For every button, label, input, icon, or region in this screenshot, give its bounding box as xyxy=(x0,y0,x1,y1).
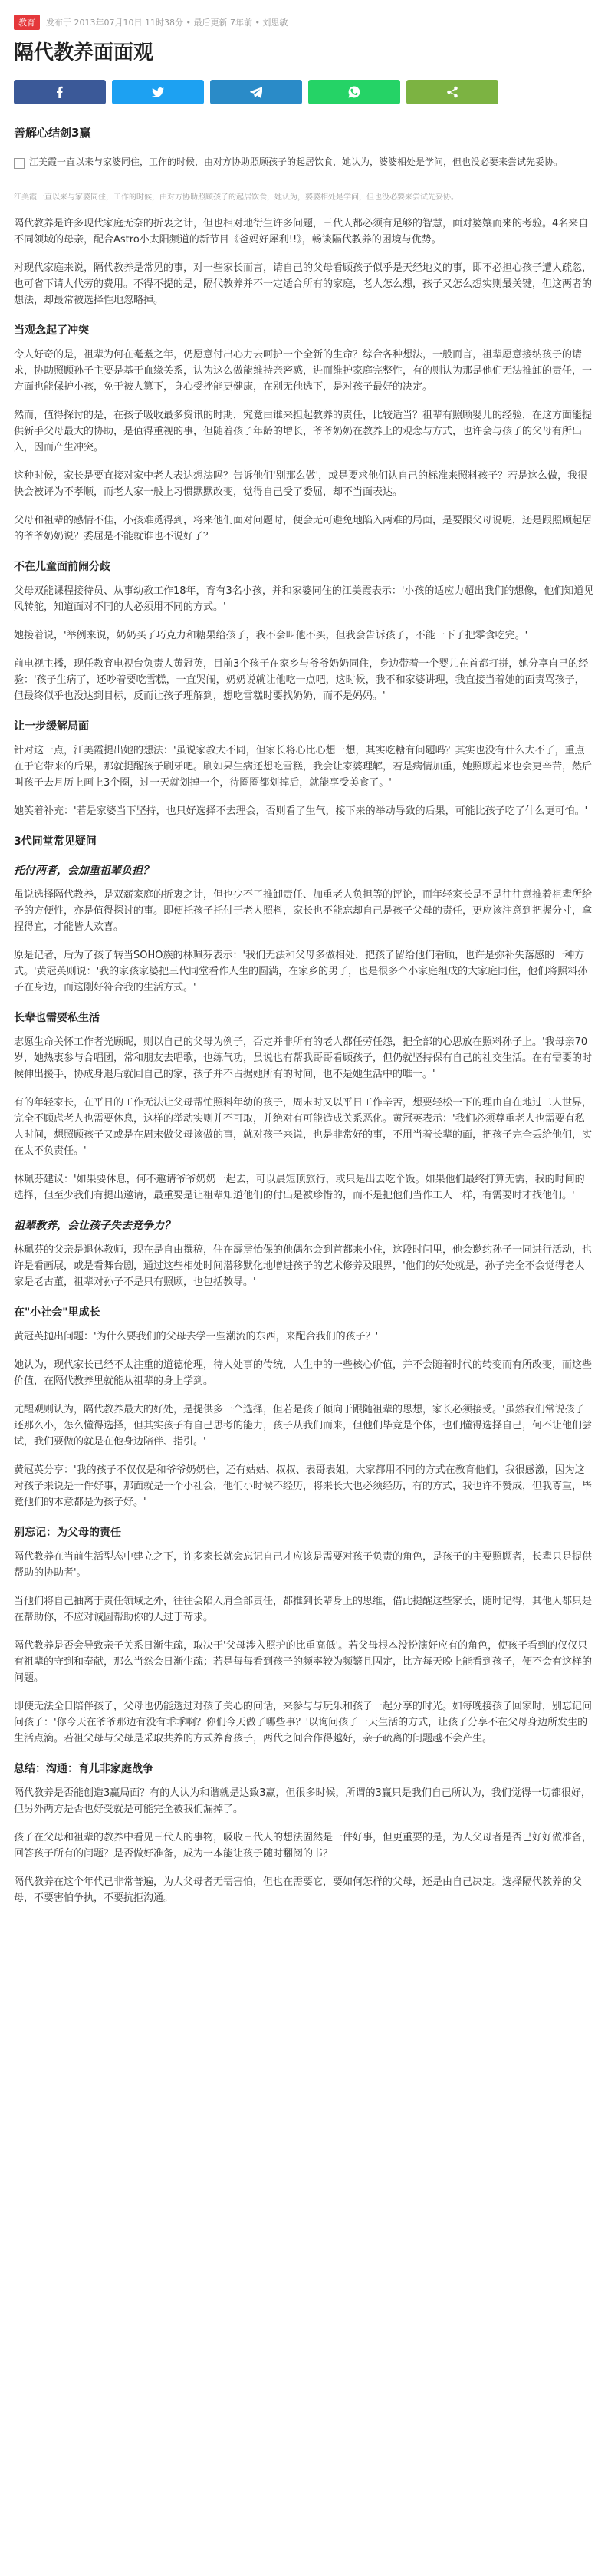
twitter-icon xyxy=(152,86,164,98)
section-heading: 别忘记：为父母的责任 xyxy=(14,1527,121,1539)
category-badge[interactable]: 教育 xyxy=(14,15,40,30)
section-heading: 3代同堂常见疑问 xyxy=(14,835,97,848)
paragraph: 尤醒观则认为，隔代教养最大的好处，是提供多一个选择，但若是孩子倾向于跟随祖辈的思想，家长必须接受。'虽然我们常说孩子还那么小，怎么懂得选择，但其实孩子有自己思考的能力，孩子从我们而来，但他们毕竟是个体，也们懂得选择自己，何不让他们尝试，我们要做的就是在他身边陪伴、指引。' xyxy=(14,1404,593,1448)
paragraph: 她接着说，'举例来说，奶奶买了巧克力和糖果给孩子，我不会叫他不买，但我会告诉孩子，不能一下子把零食吃完。' xyxy=(14,630,528,641)
section-heading: 让一步缓解局面 xyxy=(14,720,89,733)
paragraph: 黄冠英抛出问题：'为什么要我们的父母去学一些潮流的东西，来配合我们的孩子？' xyxy=(14,1331,379,1342)
paragraph: 这种时候，家长是要直接对家中老人表达想法吗？告诉他们'别那么做'，或是要求他们认自己的标准来照料孩子？若是这么做，我很快会被评为不孝顺，而老人家一般上习惯默默改变，觉得自己受了委屈，却不当面表达。 xyxy=(14,470,588,498)
page-title: 隔代教养面面观 xyxy=(14,41,154,64)
paragraph: 隔代教养是否会导致亲子关系日渐生疏，取决于'父母涉入照护的比重高低'。若父母根本没扮演好应有的角色，使孩子看到的仅仅只有祖辈的守到和奉献，那么当然会日渐生疏；若是每每看到孩子的频率较为频繁且固定，比方每天晚上能看到孩子，便不会有这样的问题。 xyxy=(14,1640,593,1684)
paragraph: 隔代教养在这个年代已非常普遍，为人父母者无需害怕，但也在需要它，要如何怎样的父母，还是由自己决定。选择隔代教养的父母，不要害怕争执，不要抗拒沟通。 xyxy=(14,1876,583,1904)
paragraph: 林珮芬的父亲是退休教师，现在是自由撰稿，住在霹雳怡保的他偶尔会到首都来小住，这段时间里，他会邀约孙子一同进行活动，也许是看画展，或是看舞台剧，通过这些相处时间潜移默化地增进孩子的艺术修养及眼界，'他们的好处就是，孙子完全不会觉得老人家是老古董，祖辈对孙子不是只有照顾，也包括教导。' xyxy=(14,1244,593,1288)
paragraph: 虽说选择隔代教养，是双薪家庭的折衷之计，但也少不了推卸责任、加重老人负担等的评论，而年轻家长是不是往往意推着祖辈所给予的方便性，亦是值得探讨的事。即便托孩子托付于老人照料，家长也不能忘却自己是孩子父母的责任，更应该注意到把握分寸，拿捏得宜，才能皆大欢喜。 xyxy=(14,889,593,933)
paragraph: 隔代教养在当前生活型态中建立之下，许多家长就会忘记自己才应该是需要对孩子负责的角色，是孩子的主要照顾者，长辈只是提供帮助的协助者'。 xyxy=(14,1551,593,1579)
paragraph: 然而，值得探讨的是，在孩子吸收最多资讯的时期，究竟由谁来担起教养的责任，比较适当？祖辈有照顾婴儿的经验，在这方面能提供新手父母最大的协助，是值得重视的事，但随着孩子年龄的增长，爷爷奶奶在教养上的观念与方式，也许会与孩子的父母有所出入，因而产生冲突。 xyxy=(14,410,593,453)
paragraph: 父母双能课程接待员、从事幼教工作18年，育有3名小孩，并和家婆同住的江美霞表示：'小孩的适应力超出我们的想像，他们知道见风转舵，知道面对不同的人必须用不同的方式。' xyxy=(14,585,594,613)
section-heading: 当观念起了冲突 xyxy=(14,324,89,337)
whatsapp-share-button[interactable] xyxy=(308,80,400,104)
paragraph: 志愿生命关怀工作者光顾昵，则以自己的父母为例子，否定并非所有的老人都任劳任怨，把全部的心思放在照料孙子上。'我母亲70岁，她热衷参与合唱团，常和朋友去唱歌，也练气功，虽说也有帮我哥哥看顾孩子，但仍就坚持保有自己的社交生活。在有需要的时候伸出援手，协成身退后就回自己的家，孩子并不占据她所有的时间，也不是她生活中的唯一。' xyxy=(14,1036,593,1080)
article-figure xyxy=(14,156,594,203)
section-heading: 托付两者，会加重祖辈负担？ xyxy=(14,865,153,877)
paragraph: 当他们将自己抽离于责任领域之外，往往会陷入肩全部责任，都推到长辈身上的思维，借此提醒这些家长，随时记得，其他人都只是在帮助你，不应对诚圆帮助你的人过于苛求。 xyxy=(14,1596,593,1623)
article-body xyxy=(14,216,594,1906)
paragraph: 令人好奇的是，祖辈为何在耄耋之年，仍愿意付出心力去呵护一个全新的生命？综合各种想法，一般而言，祖辈愿意接纳孩子的请求，协助照顾孙子主要是基于血缘关系，认为这么做能维持亲密感，进而维护家庭完整性，有的则认为那是他们无法推卸的责任，一方面也能保护小孩，免于被人篡下，身心受挫能更健康，在别无他选下，是对孩子最好的决定。 xyxy=(14,349,593,393)
figure-caption: 江美霞一直以来与家婆同住，工作的时候，由对方协助照顾孩子的起居饮食，她认为，婆婆相处是学问，但也没必要来尝试先妥协。 xyxy=(14,193,458,202)
paragraph: 即使无法全日陪伴孩子，父母也仍能透过对孩子关心的问话，来参与与玩乐和孩子一起分享的时光。如每晚接孩子回家时，别忘记问问孩子：'你今天在爷爷那边有没有乖乖啊？你们今天做了哪些事？'以询问孩子一天生活的方式，让孩子分享不在父母身边所发生的生活点滴。若祖父母与父母是采取共养的方式养育孩子，两代之间合作得越好，亲子疏离的问题越不会产生。 xyxy=(14,1701,593,1744)
paragraph: 她笑着补充：'若是家婆当下坚持，也只好选择不去理会，否则看了生气，接下来的举动导致的后果，可能比孩子吃了什么更可怕。' xyxy=(14,805,588,817)
paragraph: 有的年轻家长，在平日的工作无法让父母帮忙照料年幼的孩子，周末时又以平日工作辛苦，想要轻松一下的理由自在地过二人世界，完全不顾虑老人也需要休息，这样的举动实则并不可取，并绝对有可能造成关系恶化。黄冠英表示：'我们必须尊重老人也需要有私人时间，想照顾孩子又或是在周末做父母该做的事，就对孩子来说，也是非常好的事，不用当着长辈的面，把孩子完全丢给他们，实在太不负责任。' xyxy=(14,1097,593,1157)
telegram-icon xyxy=(250,86,262,98)
twitter-share-button[interactable] xyxy=(112,80,204,104)
whatsapp-icon xyxy=(348,86,360,98)
telegram-share-button[interactable] xyxy=(210,80,302,104)
paragraph: 前电视主播，现任教育电视台负责人黄冠英，目前3个孩子在家乡与爷爷奶奶同住，身边带着一个婴儿在首都打拼，她分享自己的经验：'孩子生病了，还吵着要吃雪糕，一直哭闹，奶奶说就让他吃一点吧，这时候，我不和家婆讲理，我直接当着她的面责骂孩子，但最终似乎也没达到目标，反而让孩子理解到，想吃雪糕时要找奶奶，而不是妈妈。' xyxy=(14,658,589,702)
facebook-share-button[interactable] xyxy=(14,80,106,104)
paragraph: 隔代教养是否能创造3赢局面？有的人认为和谐就是达致3赢，但很多时候，所谓的3赢只是我们自己所认为，我们觉得一切都很好，但另外两方是否也好受就是可能完全被我们漏掉了。 xyxy=(14,1787,591,1815)
article-meta xyxy=(14,14,594,31)
paragraph: 针对这一点，江美霞提出她的想法：'虽说家教大不同，但家长将心比心想一想，其实吃糖有问题吗？其实也没有什么大不了，重点在于它带来的后果，那就提醒孩子刷牙吧。刷如果生病还想吃雪糕，我会让家婆理解，若是病情加重，她照顾起来也会更辛苦，然后叫孩子去月历上画上3个圈，过一天就划掉一个，待圈圈都划掉后，就能享受美食了。' xyxy=(14,745,593,789)
section-heading: 长辈也需要私生活 xyxy=(14,1012,100,1024)
paragraph: 林珮芬建议：'如果要休息，何不邀请爷爷奶奶一起去，可以晨短顶旅行，或只是出去吃个饭。如果他们最终打算无需，我的时间的选择，但至少我们有提出邀请，最重要是让祖辈知道他们的付出是被珍惜的，而不是把他们当作工人一样，有需要时才找他们。' xyxy=(14,1174,585,1201)
paragraph: 原是记者，后为了孩子转当SOHO族的林珮芬表示：'我们无法和父母多做相处，把孩子留给他们看顾，也许是弥补失落感的一种方式。'黄冠英则说：'我的家孩家婆把三代同堂看作人生的圆满，在家乡的男子，也是很多个小家庭组成的大家庭同住，他们将照料孙子在身边，而这刚好符合我的生活方式。' xyxy=(14,950,588,993)
section-heading: 祖辈教养，会让孩子失去竞争力？ xyxy=(14,1220,175,1232)
paragraph: 她认为，现代家长已经不太注重的道德伦理，待人处事的传统，人生中的一些核心价值，并不会随着时代的转变而有所改变，而这些价值，在隔代教养里就能从祖辈的身上学到。 xyxy=(14,1359,593,1387)
image-alt-text: 江美霞一直以来与家婆同住，工作的时候，由对方协助照顾孩子的起居饮食，她认为，婆婆相处是学问，但也没必要来尝试先妥协。 xyxy=(29,156,564,167)
more-share-button[interactable] xyxy=(406,80,498,104)
broken-image-icon xyxy=(14,158,25,169)
article-image xyxy=(14,156,594,189)
section-heading: 在"小社会"里成长 xyxy=(14,1306,100,1319)
paragraph: 孩子在父母和祖辈的教养中看见三代人的事物，吸收三代人的想法固然是一件好事，但更重要的是，为人父母者是否已好好做准备，回答孩子所有的问题？是否做好准备，成为一本能让孩子随时翻阅的书？ xyxy=(14,1832,593,1860)
section-heading: 总结：沟通：育儿非家庭战争 xyxy=(14,1763,153,1775)
facebook-icon xyxy=(54,86,66,98)
share-icon xyxy=(446,86,458,98)
article-subtitle: 善解心结剑3赢 xyxy=(14,126,91,140)
share-bar xyxy=(14,80,594,104)
publish-info: 发布于 2013年07月10日 11时38分 • 最后更新 7年前 • 刘思敏 xyxy=(46,18,288,28)
section-heading: 不在儿童面前闹分歧 xyxy=(14,561,110,573)
paragraph: 黄冠英分享：'我的孩子不仅仅是和爷爷奶奶住，还有姑姑、叔叔、表哥表姐，大家都用不同的方式在教育他们，我很感激，因为这对孩子来说是一件好事，那面就是一个小社会，他们小时候不经历，将来长大也必须经历，有的方式，我也许不赞成，但我尊重，毕竟他们的本意都是为孩子好。' xyxy=(14,1464,593,1508)
paragraph: 隔代教养是许多现代家庭无奈的折衷之计，但也相对地衍生许多问题，三代人都必须有足够的智慧，面对婆孃而来的考验。4名来自不同领域的母亲，配合Astro小太阳频道的新节目《爸妈好犀利!!》，畅谈隔代教养的困境与优势。 xyxy=(14,218,589,245)
paragraph: 对现代家庭来说，隔代教养是常见的事，对一些家长而言，请自己的父母看顾孩子似乎是天经地义的事，即不必担心孩子遭人疏忽，也可省下请人代劳的费用。不得不提的是，隔代教养并不一定适合所有的家庭，老人怎么想，孩子又怎么想实则最关键，但这两者的想法，却最常被选择性地忽略掉。 xyxy=(14,262,593,306)
paragraph: 父母和祖辈的感情不佳，小孩难觅得到，将来他们面对问题时，便会无可避免地陷入两难的局面，是要跟父母说呢，还是跟照顾起居的爷爷奶奶说？委屈是不能就谁也不说好了？ xyxy=(14,515,593,542)
